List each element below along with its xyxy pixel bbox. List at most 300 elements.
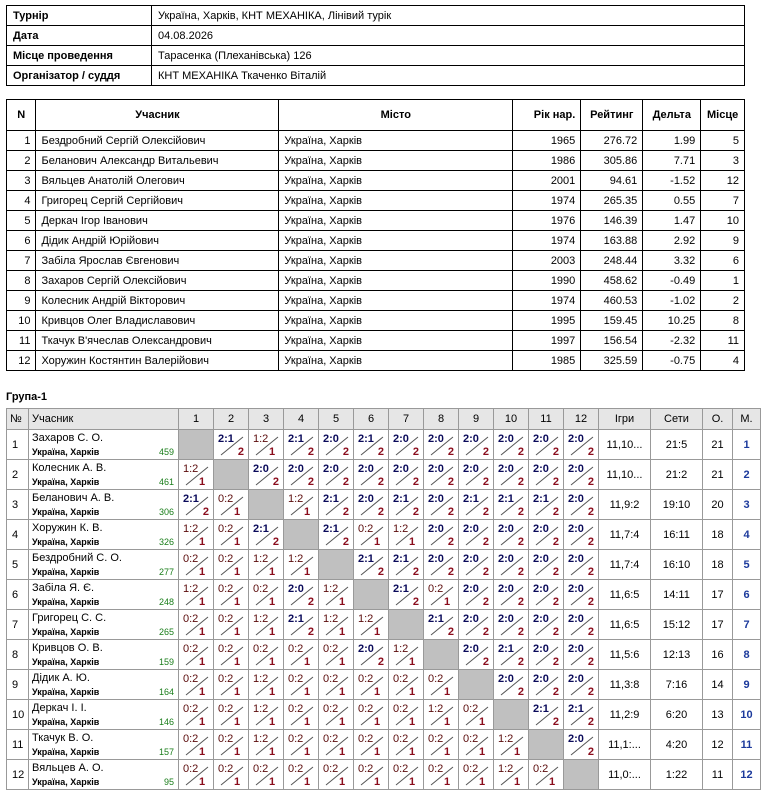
group-points: 20 [703,490,733,520]
match-divider-line [289,764,315,786]
group-player-city: Україна, Харків [32,717,100,727]
group-place: 8 [733,640,761,670]
match-score: 2:1 [183,493,199,505]
match-divider-line [394,524,420,546]
match-score: 0:2 [253,583,269,595]
match-cell [494,430,529,460]
match-round: 1 [409,686,416,698]
group-games: 11,2:9 [599,700,651,730]
group-col-opponent: 7 [389,409,424,430]
group-player-name: Ткачук В. О. [32,732,94,744]
group-place: 4 [733,520,761,550]
match-score: 0:2 [393,733,409,745]
group-player-name: Колесник А. В. [32,462,107,474]
match-score: 0:2 [323,763,339,775]
match-round: 2 [552,536,559,548]
match-divider-line [219,524,245,546]
group-place: 11 [733,730,761,760]
participant-city: Україна, Харків [279,311,513,331]
match-score: 2:0 [288,463,304,475]
match-score: 2:1 [498,643,514,655]
match-score: 0:2 [218,763,234,775]
match-divider-line [254,554,280,576]
participant-name: Деркач Ігор Іванович [36,211,279,231]
group-diagonal-cell [179,430,214,460]
match-divider-line [289,674,315,696]
group-player-cell [29,550,179,580]
match-cell [354,700,389,730]
match-cell [564,700,599,730]
match-score: 2:0 [428,433,444,445]
match-score: 0:2 [393,763,409,775]
match-cell [389,550,424,580]
match-round: 2 [587,626,594,638]
match-cell [354,490,389,520]
group-games: 11,10... [599,460,651,490]
match-cell [214,730,249,760]
match-score: 2:0 [498,463,514,475]
participant-city: Україна, Харків [279,191,513,211]
participant-year: 2001 [513,171,581,191]
participant-rating: 146.39 [581,211,643,231]
participant-city: Україна, Харків [279,331,513,351]
participant-rating: 248.44 [581,251,643,271]
group-games: 11,6:5 [599,580,651,610]
participant-year: 1974 [513,191,581,211]
match-cell [529,490,564,520]
group-player-rating: 306 [158,507,174,517]
match-round: 2 [307,446,314,458]
match-divider-line [429,734,455,756]
match-round: 2 [552,656,559,668]
match-score: 0:2 [323,733,339,745]
match-round: 1 [339,716,346,728]
match-cell [494,610,529,640]
group-player-cell [29,610,179,640]
col-header-year: Рік нар. [513,100,581,131]
match-divider-line [499,764,525,786]
match-score: 0:2 [218,583,234,595]
participant-number: 10 [7,311,36,331]
match-round: 1 [269,626,276,638]
match-divider-line [219,494,245,516]
match-score: 2:0 [323,433,339,445]
group-player-cell [29,640,179,670]
group-player-city: Україна, Харків [32,597,100,607]
match-score: 0:2 [183,643,199,655]
match-divider-line [254,434,280,456]
match-divider-line [254,734,280,756]
match-divider-line [219,704,245,726]
participant-row [7,351,745,371]
match-cell [284,460,319,490]
match-cell [424,430,459,460]
match-round: 1 [269,686,276,698]
match-round: 2 [587,686,594,698]
match-round: 2 [377,566,384,578]
participant-rating: 265.35 [581,191,643,211]
participant-name: Колесник Андрій Вікторович [36,291,279,311]
participant-delta: 1.99 [643,131,701,151]
participant-city: Україна, Харків [279,291,513,311]
participant-row [7,251,745,271]
participant-place: 2 [701,291,745,311]
match-round: 1 [199,716,206,728]
group-sets: 21:2 [651,460,703,490]
group-row [7,580,761,610]
match-round: 2 [482,566,489,578]
match-cell [389,430,424,460]
match-score: 2:0 [568,733,584,745]
match-cell [354,670,389,700]
match-round: 2 [552,476,559,488]
match-cell [284,760,319,790]
match-score: 1:2 [288,493,304,505]
match-cell [459,760,494,790]
match-round: 1 [269,656,276,668]
match-cell [249,760,284,790]
group-sets: 14:11 [651,580,703,610]
match-cell [179,490,214,520]
match-cell [494,550,529,580]
match-score: 0:2 [323,643,339,655]
match-round: 2 [482,446,489,458]
group-player-name: Кривцов О. В. [32,642,103,654]
match-cell [459,730,494,760]
match-round: 2 [342,506,349,518]
match-score: 1:2 [393,643,409,655]
match-divider-line [464,734,490,756]
participant-row [7,171,745,191]
participant-number: 1 [7,131,36,151]
info-value: Україна, Харків, КНТ МЕХАНІКА, Лінівий турік [152,6,745,26]
group-points: 18 [703,520,733,550]
participant-number: 5 [7,211,36,231]
match-round: 1 [479,746,486,758]
match-divider-line [499,734,525,756]
match-round: 2 [202,506,209,518]
match-divider-line [184,554,210,576]
group-player-cell [29,520,179,550]
participant-rating: 94.61 [581,171,643,191]
info-value: Тарасенка (Плеханівська) 126 [152,46,745,66]
match-round: 2 [412,446,419,458]
match-score: 2:1 [533,493,549,505]
match-round: 1 [374,746,381,758]
match-divider-line [184,674,210,696]
match-round: 2 [307,476,314,488]
match-divider-line [324,644,350,666]
group-points: 21 [703,430,733,460]
match-round: 1 [479,716,486,728]
participant-delta: 7.71 [643,151,701,171]
match-cell [319,580,354,610]
match-score: 2:0 [428,493,444,505]
match-divider-line [289,644,315,666]
match-score: 2:0 [323,463,339,475]
group-player-cell [29,730,179,760]
match-divider-line [184,704,210,726]
match-score: 0:2 [323,703,339,715]
group-player-name: Григорец С. С. [32,612,107,624]
match-cell [529,550,564,580]
match-round: 1 [304,506,311,518]
match-round: 2 [587,596,594,608]
match-cell [354,730,389,760]
match-score: 2:0 [288,583,304,595]
match-round: 2 [447,476,454,488]
match-cell [249,580,284,610]
group-player-cell [29,460,179,490]
group-player-name: Бездробний С. О. [32,552,122,564]
match-cell [494,670,529,700]
match-score: 1:2 [393,523,409,535]
info-label: Місце проведення [7,46,152,66]
match-round: 1 [339,656,346,668]
match-score: 2:1 [253,523,269,535]
group-player-name: Беланович А. В. [32,492,115,504]
match-cell [459,610,494,640]
match-round: 2 [587,536,594,548]
match-round: 1 [374,686,381,698]
match-round: 1 [374,776,381,788]
match-score: 2:0 [393,433,409,445]
match-round: 1 [234,746,241,758]
match-cell [179,460,214,490]
match-divider-line [289,494,315,516]
match-score: 2:0 [568,523,584,535]
match-cell [564,460,599,490]
group-col-opponent: 8 [424,409,459,430]
match-score: 2:0 [568,553,584,565]
match-round: 2 [447,446,454,458]
match-score: 2:1 [498,493,514,505]
group-col-opponent: 11 [529,409,564,430]
match-score: 0:2 [393,673,409,685]
match-round: 1 [304,746,311,758]
match-cell [354,760,389,790]
match-cell [319,640,354,670]
match-score: 2:0 [568,463,584,475]
match-score: 2:0 [533,643,549,655]
match-cell [389,490,424,520]
match-cell [564,490,599,520]
group-col-points: О. [703,409,733,430]
match-score: 2:0 [568,583,584,595]
match-score: 2:0 [463,523,479,535]
group-diagonal-cell [494,700,529,730]
match-score: 1:2 [253,613,269,625]
participant-delta: -1.02 [643,291,701,311]
group-points: 12 [703,730,733,760]
match-cell [249,430,284,460]
match-cell [179,640,214,670]
group-row-number: 1 [7,430,29,460]
match-round: 1 [199,746,206,758]
group-player-city: Україна, Харків [32,687,100,697]
match-round: 1 [269,566,276,578]
group-points: 16 [703,640,733,670]
match-round: 2 [587,746,594,758]
participant-name: Забіла Ярослав Євгенович [36,251,279,271]
match-cell [284,550,319,580]
participant-rating: 163.88 [581,231,643,251]
match-cell [214,640,249,670]
match-round: 1 [234,626,241,638]
participant-rating: 325.59 [581,351,643,371]
match-round: 1 [269,446,276,458]
group-player-city: Україна, Харків [32,747,100,757]
match-cell [494,520,529,550]
match-score: 0:2 [358,523,374,535]
participant-place: 3 [701,151,745,171]
match-cell [494,760,529,790]
match-score: 0:2 [533,763,549,775]
match-score: 0:2 [218,733,234,745]
group-col-opponent: 3 [249,409,284,430]
match-round: 1 [409,716,416,728]
group-games: 11,7:4 [599,550,651,580]
match-cell [459,550,494,580]
match-score: 1:2 [253,433,269,445]
group-player-cell [29,490,179,520]
participant-name: Бездробний Сергій Олексійович [36,131,279,151]
match-round: 2 [272,536,279,548]
match-cell [179,610,214,640]
participant-delta: -0.49 [643,271,701,291]
match-round: 2 [377,506,384,518]
match-round: 1 [269,596,276,608]
match-round: 1 [444,716,451,728]
participant-rating: 458.62 [581,271,643,291]
match-cell [354,610,389,640]
match-round: 1 [549,776,556,788]
col-header-name: Учасник [36,100,279,131]
match-divider-line [184,764,210,786]
participant-year: 1974 [513,291,581,311]
group-row [7,640,761,670]
match-score: 0:2 [183,733,199,745]
group-row-number: 11 [7,730,29,760]
group-diagonal-cell [389,610,424,640]
match-round: 2 [587,476,594,488]
participant-rating: 159.45 [581,311,643,331]
match-cell [319,730,354,760]
group-row [7,610,761,640]
match-score: 2:0 [498,583,514,595]
match-cell [319,490,354,520]
match-round: 1 [304,566,311,578]
match-score: 0:2 [428,763,444,775]
participant-delta: -1.52 [643,171,701,191]
match-cell [284,490,319,520]
match-round: 1 [199,596,206,608]
match-cell [249,610,284,640]
match-round: 2 [587,506,594,518]
match-cell [249,700,284,730]
info-row [7,6,745,26]
match-score: 2:0 [463,643,479,655]
match-score: 2:0 [533,553,549,565]
group-place: 7 [733,610,761,640]
group-player-name: Деркач І. І. [32,702,87,714]
match-score: 2:0 [498,553,514,565]
group-diagonal-cell [424,640,459,670]
col-header-delta: Дельта [643,100,701,131]
match-cell [249,640,284,670]
match-round: 2 [587,446,594,458]
match-round: 1 [234,656,241,668]
group-sets: 6:20 [651,700,703,730]
match-score: 2:1 [568,703,584,715]
participants-table [6,99,745,371]
group-player-city: Україна, Харків [32,627,100,637]
match-round: 1 [199,536,206,548]
match-cell [424,670,459,700]
match-divider-line [359,674,385,696]
match-cell [564,640,599,670]
match-cell [424,460,459,490]
participant-city: Україна, Харків [279,171,513,191]
match-round: 1 [409,746,416,758]
match-cell [459,520,494,550]
match-round: 2 [517,596,524,608]
match-score: 0:2 [288,643,304,655]
match-cell [214,490,249,520]
match-round: 2 [447,506,454,518]
match-divider-line [394,644,420,666]
group-row-number: 5 [7,550,29,580]
match-round: 2 [552,716,559,728]
participant-city: Україна, Харків [279,131,513,151]
match-score: 0:2 [288,763,304,775]
info-row [7,46,745,66]
match-cell [354,520,389,550]
match-score: 2:0 [498,523,514,535]
match-round: 1 [234,776,241,788]
match-cell [424,760,459,790]
match-cell [459,430,494,460]
match-divider-line [219,614,245,636]
match-round: 1 [304,716,311,728]
match-cell [494,640,529,670]
group-diagonal-cell [459,670,494,700]
group-row [7,430,761,460]
group-place: 12 [733,760,761,790]
participant-place: 9 [701,231,745,251]
group-col-name: Учасник [29,409,179,430]
match-round: 1 [234,686,241,698]
match-cell [389,460,424,490]
match-cell [424,700,459,730]
group-sets: 15:12 [651,610,703,640]
match-divider-line [254,584,280,606]
participant-rating: 156.54 [581,331,643,351]
match-score: 2:1 [393,583,409,595]
match-cell [249,670,284,700]
match-round: 1 [269,746,276,758]
match-cell [564,430,599,460]
match-score: 2:1 [358,553,374,565]
match-cell [354,460,389,490]
match-divider-line [394,734,420,756]
match-divider-line [254,704,280,726]
info-row [7,66,745,86]
match-cell [179,700,214,730]
match-cell [284,700,319,730]
match-cell [424,520,459,550]
match-score: 0:2 [358,733,374,745]
